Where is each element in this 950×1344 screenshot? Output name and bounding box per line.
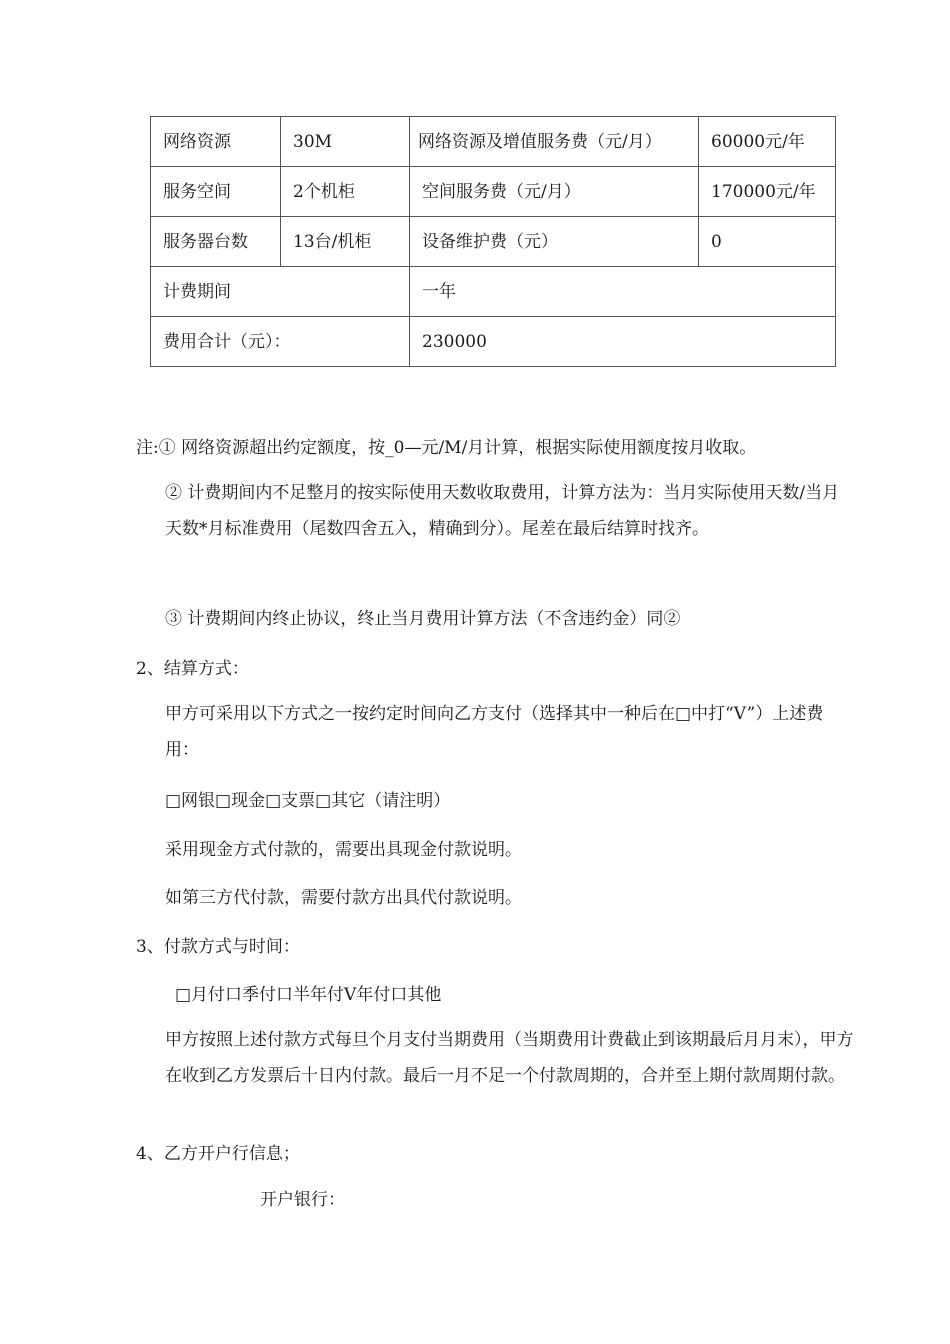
table-cell: 60000元/年 <box>699 117 836 167</box>
settlement-heading: 2、结算方式： <box>136 659 249 679</box>
note-3: ③ 计费期间内终止协议，终止当月费用计算方法（不含违约金）同② <box>165 609 681 629</box>
table-cell: 设备维护费（元） <box>410 217 699 267</box>
table-cell: 服务器台数 <box>151 217 281 267</box>
third-party-note: 如第三方代付款，需要付款方出具代付款说明。 <box>165 888 522 908</box>
table-row <box>151 117 836 167</box>
table-cell: 30M <box>281 117 410 167</box>
table-row <box>151 317 836 367</box>
settlement-options: □网银□现金□支票□其它（请注明） <box>165 791 451 811</box>
table-cell: 170000元/年 <box>699 167 836 217</box>
settlement-text: 甲方可采用以下方式之一按约定时间向乙方支付（选择其中一种后在□中打“V”）上述费用： <box>165 704 824 760</box>
payment-heading: 3、付款方式与时间： <box>136 937 300 957</box>
bank-heading: 4、乙方开户行信息； <box>136 1144 300 1164</box>
table-cell: 2个机柜 <box>281 167 410 217</box>
period-label: 计费期间 <box>151 267 410 317</box>
table-cell: 13台/机柜 <box>281 217 410 267</box>
payment-options: □月付口季付口半年付V年付口其他 <box>175 985 442 1005</box>
total-label: 费用合计（元）： <box>151 317 410 367</box>
table-row <box>151 217 836 267</box>
total-value: 230000 <box>410 317 836 367</box>
note-2: ② 计费期间内不足整月的按实际使用天数收取费用，计算方法为：当月实际使用天数/当月天数*月标准费用（尾数四舍五入，精确到分）。尾差在最后结算时找齐。 <box>165 483 840 539</box>
table-cell: 0 <box>699 217 836 267</box>
table-cell: 网络资源 <box>151 117 281 167</box>
bank-label: 开户银行： <box>260 1190 345 1210</box>
table-row <box>151 167 836 217</box>
payment-text: 甲方按照上述付款方式每旦个月支付当期费用（当期费用计费截止到该期最后月月末），甲方在收到乙方发票后十日内付款。最后一月不足一个付款周期的，合并至上期付款周期付款。 <box>165 1030 854 1086</box>
table-cell: 网络资源及增值服务费（元/月） <box>410 117 699 167</box>
cash-note: 采用现金方式付款的，需要出具现金付款说明。 <box>165 840 522 860</box>
table-row <box>151 267 836 317</box>
table-cell: 空间服务费（元/月） <box>410 167 699 217</box>
period-value: 一年 <box>410 267 836 317</box>
note-1: 注:① 网络资源超出约定额度，按_0—元/M/月计算，根据实际使用额度按月收取。 <box>136 438 757 458</box>
table-cell: 服务空间 <box>151 167 281 217</box>
fee-table <box>150 116 836 367</box>
